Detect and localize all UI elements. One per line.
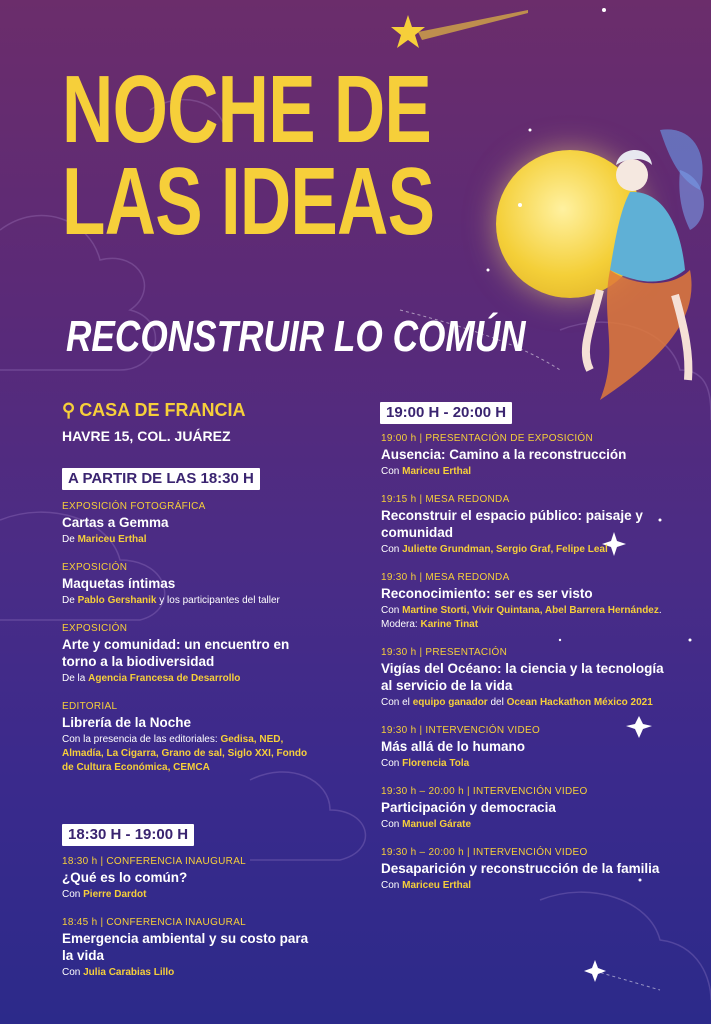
participants-prefix: Con (381, 880, 403, 891)
event-title: Vigías del Océano: la ciencia y la tecnología al servicio de la vida (381, 661, 664, 693)
participants-names: Manuel Gárate (402, 819, 472, 830)
event-category (62, 700, 312, 714)
participants-prefix: De (62, 595, 78, 606)
event-participants (381, 465, 671, 479)
participants-suffix: . Modera: (381, 605, 662, 630)
event-title: Librería de la Noche (62, 715, 192, 730)
event-item (381, 571, 671, 632)
separator: | (419, 433, 423, 444)
event-item (381, 846, 671, 893)
participants-names: equipo ganador (412, 697, 488, 708)
venue (62, 400, 246, 421)
separator: | (466, 786, 470, 797)
participants-names: Pablo Gershanik (77, 595, 157, 606)
participants-names-2: Karine Tinat (420, 619, 479, 630)
event-participants (62, 533, 312, 547)
participants-names: Juliette Grundman, Sergio Graf, Felipe Leal (402, 544, 608, 555)
event-title: Emergencia ambiental y su costo para la vida (62, 931, 309, 963)
event-title: Más allá de lo humano (381, 739, 526, 754)
event-category-label: INTERVENCIÓN VIDEO (472, 847, 588, 858)
participants-prefix: Con (62, 889, 84, 900)
event-category-label: INTERVENCIÓN VIDEO (472, 786, 588, 797)
participants-names-2: Ocean Hackathon México 2021 (506, 697, 653, 708)
event-category (381, 646, 671, 660)
event-subtitle: RECONSTRUIR LO COMÚN (66, 312, 526, 361)
event-participants (381, 879, 671, 893)
event-category-label: EXPOSICIÓN (62, 562, 128, 573)
event-participants (62, 888, 312, 902)
event-category (381, 432, 671, 446)
event-title: Maquetas íntimas (62, 576, 176, 591)
participants-suffix: y los participantes del taller (156, 595, 280, 606)
participants-prefix: De (62, 534, 78, 545)
separator: | (419, 494, 423, 505)
event-participants (62, 594, 312, 608)
separator: | (100, 917, 104, 928)
time-tag-1900-2000: 19:00 H - 20:00 H (380, 402, 512, 424)
event-title: Arte y comunidad: un encuentro en torno a la biodiversidad (62, 637, 290, 669)
event-item (62, 500, 312, 547)
participants-suffix: del (487, 697, 507, 708)
event-participants (62, 672, 312, 686)
participants-names: Mariceu Erthal (77, 534, 147, 545)
event-category (381, 571, 671, 585)
participants-names: Pierre Dardot (83, 889, 147, 900)
event-title: ¿Qué es lo común? (62, 870, 188, 885)
location-pin-icon: ⚲ (62, 400, 76, 420)
left-events-list-2 (62, 855, 312, 980)
event-participants (381, 543, 671, 557)
event-item (381, 493, 671, 557)
event-category (62, 500, 312, 514)
event-item (62, 916, 312, 980)
event-category (62, 855, 312, 869)
event-category-label: MESA REDONDA (425, 494, 510, 505)
event-item (62, 700, 312, 775)
event-category-label: PRESENTACIÓN DE EXPOSICIÓN (425, 433, 594, 444)
event-participants (62, 733, 312, 775)
event-item (381, 432, 671, 479)
participants-prefix: Con la presencia de las editoriales: (62, 734, 221, 745)
participants-prefix: Con (381, 466, 403, 477)
event-item (62, 561, 312, 608)
event-item (62, 622, 312, 686)
event-time: 19:30 h (381, 572, 417, 583)
participants-names: Martine Storti, Vivir Quintana, Abel Barrera Hernández (402, 605, 659, 616)
event-category (381, 724, 671, 738)
separator: | (419, 647, 423, 658)
event-category (381, 846, 671, 860)
participants-prefix: Con (381, 758, 403, 769)
event-participants (381, 757, 671, 771)
event-participants (381, 818, 671, 832)
event-participants (381, 604, 671, 632)
event-category (62, 561, 312, 575)
event-title: Ausencia: Camino a la reconstrucción (381, 447, 627, 462)
venue-name: CASA DE FRANCIA (79, 400, 246, 420)
left-events-list-1 (62, 500, 312, 775)
event-time: 18:30 h (62, 856, 98, 867)
event-time: 19:30 h (381, 725, 417, 736)
time-tag-1830-1900: 18:30 H - 19:00 H (62, 824, 194, 846)
event-title: Cartas a Gemma (62, 515, 169, 530)
title-line-1: NOCHE DE (62, 56, 432, 163)
event-category-label: EXPOSICIÓN FOTOGRÁFICA (62, 501, 206, 512)
participants-names: Julia Carabias Lillo (83, 967, 175, 978)
time-tag-from-1830: A PARTIR DE LAS 18:30 H (62, 468, 260, 490)
event-time: 19:00 h (381, 433, 417, 444)
participants-prefix: Con (62, 967, 84, 978)
event-title: Reconocimiento: ser es ser visto (381, 586, 593, 601)
participants-names: Agencia Francesa de Desarrollo (88, 673, 241, 684)
event-category (381, 785, 671, 799)
separator: | (419, 725, 423, 736)
event-title: Participación y democracia (381, 800, 556, 815)
participants-prefix: Con (381, 819, 403, 830)
event-category-label: EDITORIAL (62, 701, 118, 712)
title-line-2: LAS IDEAS (62, 148, 435, 255)
participants-prefix: Con el (381, 697, 413, 708)
participants-prefix: Con (381, 605, 403, 616)
event-item (381, 785, 671, 832)
venue-address: HAVRE 15, COL. JUÁREZ (62, 428, 231, 444)
separator: | (419, 572, 423, 583)
event-item (62, 855, 312, 902)
event-time: 19:30 h – 20:00 h (381, 847, 464, 858)
event-category (62, 916, 312, 930)
participants-names: Gedisa, NED, Almadía, La Cigarra, Grano de sal, Siglo XXI, Fondo de Cultura Económica, CEMCA (62, 734, 308, 773)
event-title (62, 56, 435, 255)
event-category-label: MESA REDONDA (425, 572, 510, 583)
event-item (381, 724, 671, 771)
event-category (62, 622, 312, 636)
participants-names: Mariceu Erthal (402, 466, 472, 477)
participants-names: Mariceu Erthal (402, 880, 472, 891)
event-time: 18:45 h (62, 917, 98, 928)
event-time: 19:30 h (381, 647, 417, 658)
participants-prefix: De la (62, 673, 89, 684)
event-participants (62, 966, 312, 980)
event-category-label: EXPOSICIÓN (62, 623, 128, 634)
event-time: 19:30 h – 20:00 h (381, 786, 464, 797)
event-category-label: INTERVENCIÓN VIDEO (425, 725, 541, 736)
participants-names: Florencia Tola (402, 758, 470, 769)
separator: | (466, 847, 470, 858)
event-item (381, 646, 671, 710)
participants-prefix: Con (381, 544, 403, 555)
event-title: Desaparición y reconstrucción de la familia (381, 861, 660, 876)
event-category-label: CONFERENCIA INAUGURAL (106, 917, 247, 928)
event-time: 19:15 h (381, 494, 417, 505)
right-events-list (381, 432, 671, 893)
event-category-label: PRESENTACIÓN (425, 647, 508, 658)
event-category (381, 493, 671, 507)
event-title: Reconstruir el espacio público: paisaje y comunidad (381, 508, 643, 540)
event-participants (381, 696, 671, 710)
event-category-label: CONFERENCIA INAUGURAL (106, 856, 247, 867)
separator: | (100, 856, 104, 867)
